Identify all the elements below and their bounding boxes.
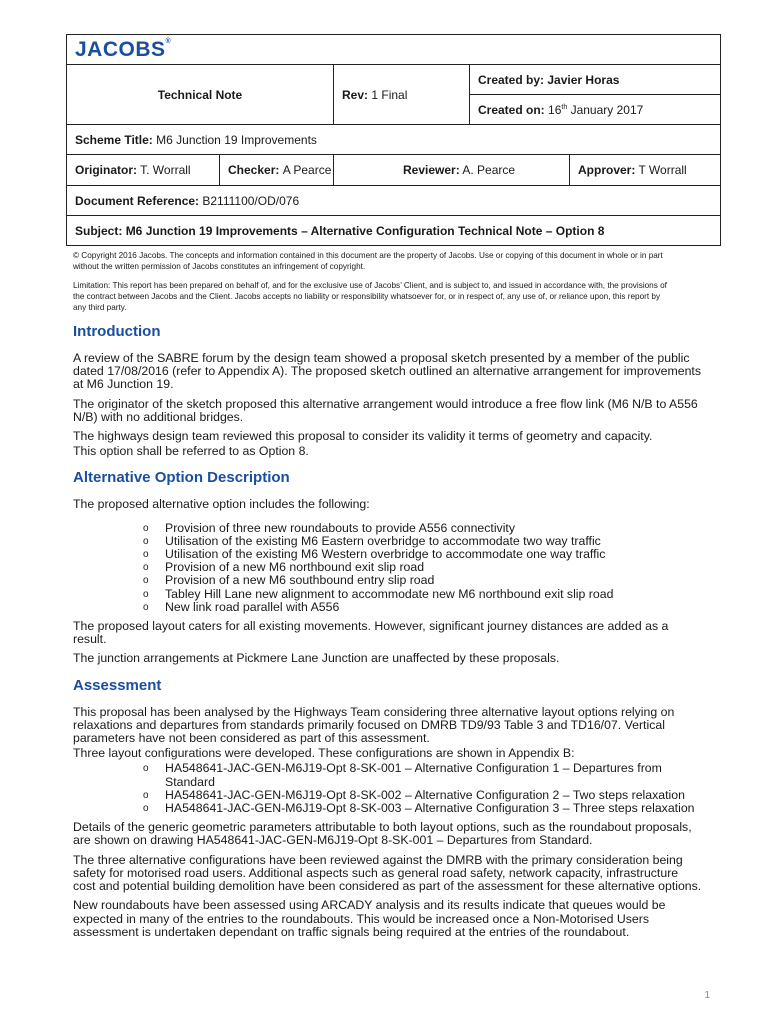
document-header-table [66, 34, 721, 246]
doc-type: Technical Note [157, 87, 243, 102]
list-item: o Provision of a new M6 northbound exit slip road [143, 560, 425, 575]
page-number: 1 [704, 990, 710, 1001]
assessment-section [73, 676, 703, 939]
list-item: o HA548641-JAC-GEN-M6J19-Opt 8-SK-002 – Alternative Configuration 2 – Two steps relaxation [143, 787, 685, 802]
originator-value: T. Worrall [140, 163, 191, 177]
list-item: o HA548641-JAC-GEN-M6J19-Opt 8-SK-001 – Alternative Configuration 1 – Departures from Standard [143, 761, 662, 789]
checker-value: A Pearce [282, 163, 332, 177]
scheme-title-value: M6 Junction 19 Improvements [156, 132, 317, 147]
checker-label: Checker: [228, 163, 280, 177]
paragraph: This option shall be referred to as Option 8. [73, 444, 309, 459]
paragraph: The junction arrangements at Pickmere Lane Junction are unaffected by these proposals. [73, 651, 560, 666]
reviewer-label: Reviewer: [403, 163, 460, 177]
paragraph: This proposal has been analysed by the Highways Team considering three alternative layout options relying on relaxations and departures from standards primarily focused on DMRB TD9/93 Table 3 and TD16/07. Vertical parameters have not been considered as part of this assessment. [73, 704, 675, 746]
created-by-cell [470, 65, 721, 95]
originator-label: Originator: [75, 163, 137, 177]
subject-label: Subject: [75, 223, 123, 238]
doc-type-cell [67, 65, 334, 125]
scheme-title-label: Scheme Title: [75, 132, 153, 147]
paragraph: The highways design team reviewed this proposal to consider its validity it terms of geometry and capacity. [73, 429, 653, 444]
created-on-cell [470, 95, 721, 125]
jacobs-logo: JACOBS® [75, 37, 172, 61]
reviewer-cell [334, 155, 570, 186]
approver-value: T Worrall [638, 163, 687, 177]
rev-value: 1 Final [371, 87, 408, 102]
limitation-notice: Limitation: This report has been prepared on behalf of, and for the exclusive use of Jacobs’ Client, and is subject to, and issued in accordance with, the provisions of the contract between Jacobs and the Client. Jacobs accepts no liability or responsibility whatsoever for, or in respect of, any use of, or reliance upon, this report by any third party. [73, 281, 667, 312]
list-item: o HA548641-JAC-GEN-M6J19-Opt 8-SK-003 – Alternative Configuration 3 – Three steps relaxation [143, 801, 695, 816]
alternative-option-heading: Alternative Option Description [73, 469, 290, 487]
list-item: o Utilisation of the existing M6 Eastern overbridge to accommodate two way traffic [143, 533, 601, 548]
paragraph: Three layout configurations were developed. These configurations are shown in Appendix B: [73, 746, 575, 761]
alternative-option-section [73, 468, 703, 665]
subject-value: M6 Junction 19 Improvements – Alternative Configuration Technical Note – Option 8 [125, 223, 605, 238]
document-body [73, 322, 703, 949]
list-item: o New link road parallel with A556 [143, 599, 340, 614]
option-list [73, 522, 703, 614]
created-by-value: Javier Horas [547, 72, 620, 87]
introduction-section [73, 322, 703, 458]
doc-ref-label: Document Reference: [75, 193, 200, 208]
paragraph: The originator of the sketch proposed this alternative arrangement would introduce a free flow link (M6 N/B to A556 N/B) with no additional bridges. [73, 396, 698, 424]
list-item: o Tabley Hill Lane new alignment to accommodate new M6 northbound exit slip road [143, 586, 614, 601]
list-item: o Provision of three new roundabouts to provide A556 connectivity [143, 520, 515, 535]
originator-cell [67, 155, 334, 186]
paragraph: The proposed alternative option includes the following: [73, 497, 370, 512]
approver-label: Approver: [578, 163, 636, 177]
assessment-heading: Assessment [73, 676, 162, 694]
created-by-label: Created by: [478, 72, 545, 87]
reviewer-value: A. Pearce [462, 163, 516, 177]
approver-cell [570, 155, 721, 186]
paragraph: New roundabouts have been assessed using ARCADY analysis and its results indicate that queues would be expected in many of the entries to the roundabouts. This would be increased once a Non-Motorised Users assessment is undertaken dependant on traffic signals being required at the entries of the roundabout. [73, 898, 666, 939]
doc-ref-value: B2111100/OD/076 [202, 193, 300, 208]
paragraph: The three alternative configurations have been reviewed against the DMRB with the primary consideration being safety for motorised road users. Additional aspects such as general road safety, network capacity, infrastructure cost and potential building demolition have been considered as part of the assessment for these alternative options. [73, 852, 702, 894]
paragraph: The proposed layout caters for all existing movements. However, significant journey distances are added as a result. [73, 619, 669, 647]
rev-cell [334, 65, 470, 125]
paragraph: A review of the SABRE forum by the design team showed a proposal sketch presented by a member of the public dated 17/08/2016 (refer to Appendix A). The proposed sketch outlined an alternative arrangement for improvements at M6 Junction 19. [73, 351, 701, 392]
doc-ref-cell [67, 186, 721, 216]
introduction-heading: Introduction [73, 323, 161, 340]
list-item: o Utilisation of the existing M6 Western overbridge to accommodate one way traffic [143, 547, 606, 562]
subject-cell [67, 216, 721, 246]
created-on-label: Created on: [478, 102, 545, 117]
configuration-list [73, 762, 703, 815]
logo-cell [67, 35, 721, 65]
created-on-value: 16th January 2017 [548, 102, 644, 117]
paragraph: Details of the generic geometric parameters attributable to both layout options, such as the roundabout proposals, are shown on drawing HA548641-JAC-GEN-M6J19-Opt 8-SK-001 – Departures from Standard. [73, 820, 692, 848]
rev-label: Rev: [342, 87, 369, 102]
list-item: o Provision of a new M6 southbound entry slip road [143, 573, 435, 588]
copyright-notice: © Copyright 2016 Jacobs. The concepts and information contained in this document are the property of Jacobs. Use or copying of this document in whole or in part without the written permission of Jacobs constitutes an infringement of copyright. [73, 251, 663, 271]
scheme-title-cell [67, 125, 721, 155]
